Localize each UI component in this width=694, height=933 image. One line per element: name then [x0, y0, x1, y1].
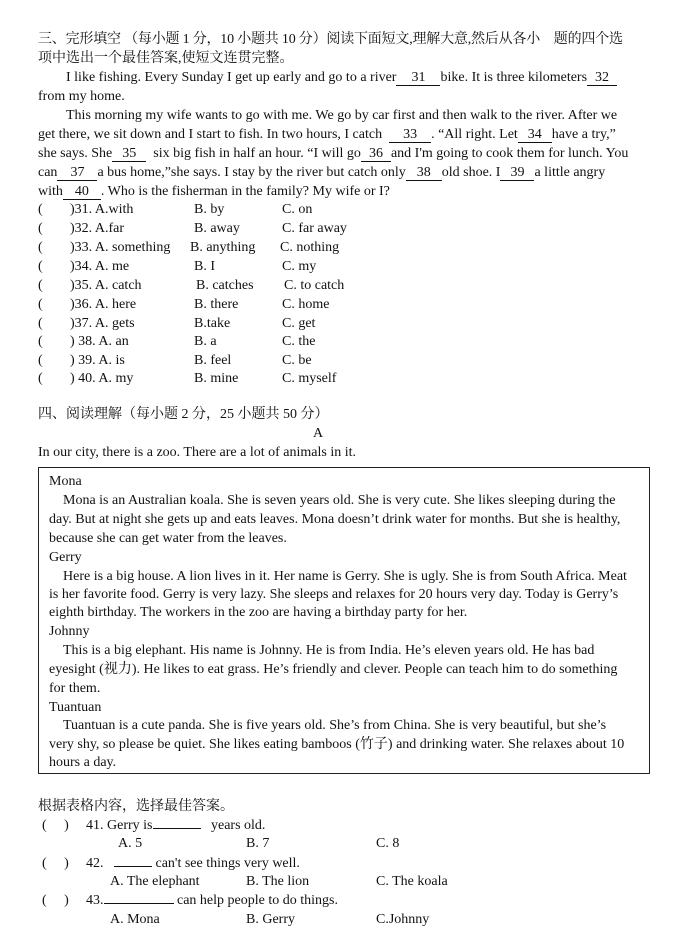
q40-paren[interactable]: (: [38, 371, 43, 386]
q43-option-c[interactable]: C.Johnny: [376, 912, 430, 927]
section-letter: A: [313, 426, 324, 441]
blank-38: 38: [406, 165, 442, 181]
cloze-heading-line1: 三、完形填空 （每小题 1 分，10 小题共 10 分）阅读下面短文,理解大意,然后从各小 题的四个选: [38, 32, 623, 47]
box-line: Here is a big house. A lion lives in it. Her name is Gerry. She is ugly. She is from South Africa. Meat: [63, 569, 627, 584]
blank-31: 31: [396, 70, 440, 86]
passage-p2-line5: [38, 183, 390, 201]
reading-heading: 四、阅读理解（每小题 2 分，25 小题共 50 分）: [38, 407, 329, 422]
box-line: Mona: [49, 474, 82, 489]
box-line: Tuantuan: [49, 700, 102, 715]
q42-blank: [114, 866, 152, 867]
q41-paren[interactable]: ( ): [42, 818, 69, 833]
q38-paren[interactable]: (: [38, 334, 43, 349]
q38-option-b: B. a: [194, 334, 217, 349]
q43-option-a[interactable]: A. Mona: [110, 912, 160, 927]
q39-option-c: C. be: [282, 353, 312, 368]
text-segment: I like fishing. Every Sunday I get up early and go to a river: [66, 70, 397, 85]
text-segment: a bus home,”she says. I stay by the river but catch only: [97, 165, 406, 180]
passage-p1-line2: from my home.: [38, 89, 125, 104]
q42-number: 42.: [86, 856, 104, 871]
q32-option-a: )32. A.far: [70, 221, 125, 236]
text-segment: old shoe. I: [441, 165, 501, 180]
box-line: Gerry: [49, 550, 82, 565]
q42-option-c[interactable]: C. The koala: [376, 874, 448, 889]
blank-32: 32: [587, 70, 617, 86]
q31-option-a: )31. A.with: [70, 202, 134, 217]
q41-number: 41. Gerry is: [86, 818, 153, 833]
q43-paren[interactable]: ( ): [42, 893, 69, 908]
q32-option-c: C. far away: [282, 221, 347, 236]
q41-blank: [153, 828, 201, 829]
q42-option-a[interactable]: A. The elephant: [110, 874, 200, 889]
passage-p2-line3: [38, 145, 628, 163]
text-segment: can: [38, 165, 58, 180]
q35-option-c: C. to catch: [284, 278, 345, 293]
q33-option-b: B. anything: [190, 240, 256, 255]
text-segment: with: [38, 184, 63, 199]
q35-paren[interactable]: (: [38, 278, 43, 293]
text-segment: have a try,”: [551, 127, 616, 142]
q43-after: can help people to do things.: [177, 893, 338, 908]
box-line: Tuantuan is a cute panda. She is five years old. She’s from China. She is very beautiful, but she’s: [63, 718, 607, 733]
cloze-heading-line2: 项中选出一个最佳答案,使短文连贯完整。: [38, 51, 294, 66]
blank-34: 34: [518, 127, 552, 143]
q33-option-c: C. nothing: [280, 240, 340, 255]
q41-after: years old.: [211, 818, 266, 833]
box-line: very shy, so please be quiet. She likes eating bamboos (竹子) and drinking water. She relaxes about 10: [49, 737, 625, 752]
q38-option-c: C. the: [282, 334, 316, 349]
q38-option-a: ) 38. A. an: [70, 334, 129, 349]
q33-paren[interactable]: (: [38, 240, 43, 255]
passage-p2-line4: [38, 164, 605, 182]
box-line: because she can get water from the leaves.: [49, 531, 287, 546]
text-segment: bike. It is three kilometers: [440, 70, 588, 85]
q34-paren[interactable]: (: [38, 259, 43, 274]
box-line: Mona is an Australian koala. She is seven years old. She is very cute. She likes sleeping during the: [63, 493, 616, 508]
q32-option-b: B. away: [194, 221, 240, 236]
reading-instruction: 根据表格内容，选择最佳答案。: [38, 799, 234, 814]
q41-option-c[interactable]: C. 8: [376, 836, 400, 851]
q36-option-a: )36. A. here: [70, 297, 137, 312]
q39-paren[interactable]: (: [38, 353, 43, 368]
q32-paren[interactable]: (: [38, 221, 43, 236]
q42-option-b[interactable]: B. The lion: [246, 874, 310, 889]
blank-39: 39: [500, 165, 534, 181]
q43-stem: [86, 892, 338, 910]
q40-option-a: ) 40. A. my: [70, 371, 134, 386]
blank-36: 36: [361, 146, 391, 162]
text-segment: a little angry: [534, 165, 606, 180]
q34-option-a: )34. A. me: [70, 259, 130, 274]
q37-paren[interactable]: (: [38, 316, 43, 331]
q43-blank: [104, 903, 174, 904]
q36-option-b: B. there: [194, 297, 239, 312]
q39-option-b: B. feel: [194, 353, 232, 368]
q42-after: can't see things very well.: [155, 856, 300, 871]
animal-info-box: [38, 467, 650, 774]
q42-stem: [86, 855, 300, 873]
q34-option-c: C. my: [282, 259, 317, 274]
q41-stem: [86, 817, 265, 835]
q36-option-c: C. home: [282, 297, 330, 312]
q33-option-a: )33. A. something: [70, 240, 171, 255]
text-segment: she says. She: [38, 146, 113, 161]
box-line: hours a day.: [49, 755, 117, 770]
reading-intro: In our city, there is a zoo. There are a lot of animals in it.: [38, 445, 357, 460]
box-line: is her favorite food. Gerry is very lazy. She sleeps and relaxes for 20 hours very day. Today is Gerry’s: [49, 587, 619, 602]
text-segment: This morning my wife wants to go with me. We go by car first and then walk to the river. After we: [66, 108, 618, 123]
q43-option-b[interactable]: B. Gerry: [246, 912, 295, 927]
passage-p2-line1: [38, 107, 617, 125]
q41-option-b[interactable]: B. 7: [246, 836, 270, 851]
q40-option-b: B. mine: [194, 371, 239, 386]
passage-p1-line1: [38, 69, 617, 87]
q41-option-a[interactable]: A. 5: [118, 836, 143, 851]
box-line: day. But at night she gets up and eats leaves. Mona doesn’t drink water for months. But she is healthy,: [49, 512, 621, 527]
blank-40: 40: [63, 184, 101, 200]
blank-33: 33: [389, 127, 431, 143]
passage-p2-line2: [38, 126, 616, 144]
q31-paren[interactable]: (: [38, 202, 43, 217]
q31-option-b: B. by: [194, 202, 225, 217]
q37-option-a: )37. A. gets: [70, 316, 135, 331]
box-line: eyesight (视力). He likes to eat grass. He’s friendly and clever. People can teach him to do something: [49, 662, 618, 677]
q34-option-b: B. I: [194, 259, 215, 274]
q43-number: 43.: [86, 893, 104, 908]
q36-paren[interactable]: (: [38, 297, 43, 312]
text-segment: six big fish in half an hour. “I will go: [153, 146, 361, 161]
box-line: for them.: [49, 681, 101, 696]
q39-option-a: ) 39. A. is: [70, 353, 125, 368]
blank-37: 37: [57, 165, 97, 181]
text-segment: . Who is the fisherman in the family? My wife or I?: [100, 184, 390, 199]
q37-option-b: B.take: [194, 316, 231, 331]
text-segment: and I'm going to cook them for lunch. You: [390, 146, 629, 161]
q42-paren[interactable]: ( ): [42, 856, 69, 871]
text-segment: get there, we sit down and I start to fish. In two hours, I catch: [38, 127, 383, 142]
box-line: eighth birthday. The workers in the zoo are having a birthday party for her.: [49, 605, 468, 620]
text-segment: . “All right. Let: [431, 127, 518, 142]
blank-35: 35: [112, 146, 146, 162]
q35-option-a: )35. A. catch: [70, 278, 142, 293]
q35-option-b: B. catches: [196, 278, 254, 293]
q40-option-c: C. myself: [282, 371, 337, 386]
q37-option-c: C. get: [282, 316, 316, 331]
box-line: Johnny: [49, 624, 90, 639]
q31-option-c: C. on: [282, 202, 313, 217]
box-line: This is a big elephant. His name is Johnny. He is from India. He’s eleven years old. He has bad: [63, 643, 595, 658]
